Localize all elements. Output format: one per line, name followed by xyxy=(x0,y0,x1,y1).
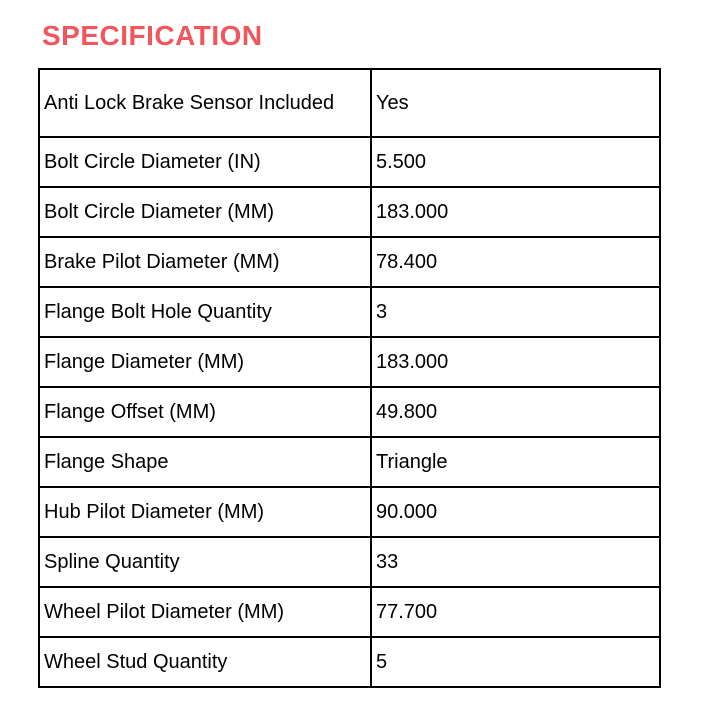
spec-value: 183.000 xyxy=(371,187,660,237)
table-row xyxy=(39,487,660,537)
spec-label: Flange Shape xyxy=(39,437,371,487)
spec-value: Yes xyxy=(371,69,660,137)
table-row xyxy=(39,237,660,287)
table-row xyxy=(39,287,660,337)
spec-value: 77.700 xyxy=(371,587,660,637)
spec-value: 183.000 xyxy=(371,337,660,387)
spec-label: Wheel Pilot Diameter (MM) xyxy=(39,587,371,637)
spec-value: 78.400 xyxy=(371,237,660,287)
table-row xyxy=(39,637,660,687)
spec-value: 33 xyxy=(371,537,660,587)
spec-value: Triangle xyxy=(371,437,660,487)
spec-label: Brake Pilot Diameter (MM) xyxy=(39,237,371,287)
spec-label: Flange Diameter (MM) xyxy=(39,337,371,387)
table-row xyxy=(39,187,660,237)
spec-label: Flange Bolt Hole Quantity xyxy=(39,287,371,337)
table-row xyxy=(39,437,660,487)
spec-label: Anti Lock Brake Sensor Included xyxy=(39,69,371,137)
spec-label: Bolt Circle Diameter (MM) xyxy=(39,187,371,237)
spec-label: Wheel Stud Quantity xyxy=(39,637,371,687)
specification-table-body xyxy=(39,69,660,687)
table-row xyxy=(39,337,660,387)
table-row xyxy=(39,137,660,187)
spec-value: 5.500 xyxy=(371,137,660,187)
table-row xyxy=(39,387,660,437)
spec-value: 3 xyxy=(371,287,660,337)
spec-value: 49.800 xyxy=(371,387,660,437)
specification-table xyxy=(38,68,661,688)
spec-label: Hub Pilot Diameter (MM) xyxy=(39,487,371,537)
table-row xyxy=(39,587,660,637)
spec-value: 5 xyxy=(371,637,660,687)
table-row xyxy=(39,537,660,587)
spec-label: Bolt Circle Diameter (IN) xyxy=(39,137,371,187)
table-row xyxy=(39,69,660,137)
specification-heading: SPECIFICATION xyxy=(42,20,263,51)
spec-value: 90.000 xyxy=(371,487,660,537)
spec-label: Spline Quantity xyxy=(39,537,371,587)
spec-label: Flange Offset (MM) xyxy=(39,387,371,437)
